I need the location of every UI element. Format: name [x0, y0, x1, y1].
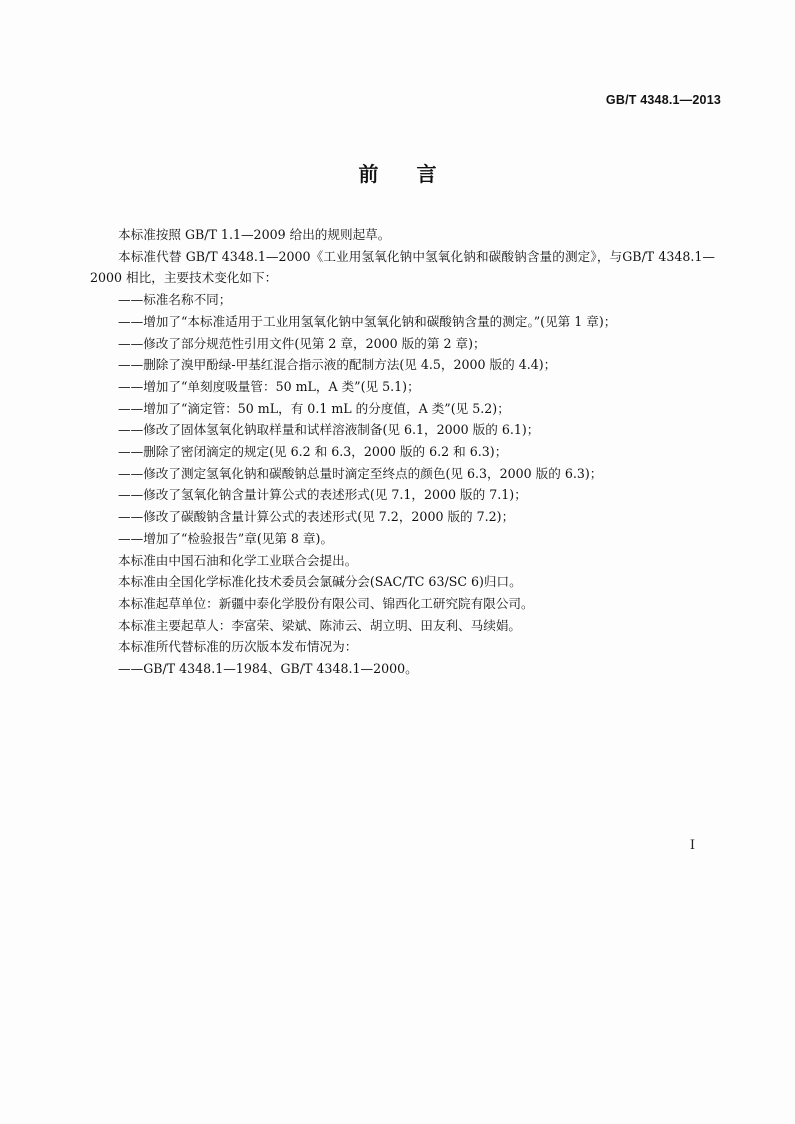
list-item: ——修改了碳酸钠含量计算公式的表述形式(见 7.2，2000 版的 7.2)； — [118, 509, 515, 525]
list-item-history: ——GB/T 4348.1—1984、GB/T 4348.1—2000。 — [118, 661, 418, 677]
page-number: I — [689, 838, 695, 853]
list-item: ——增加了“滴定管：50 mL，有 0.1 mL 的分度值，A 类”(见 5.2)； — [118, 400, 510, 416]
paragraph-drafting-units: 本标准起草单位：新疆中泰化学股份有限公司、锦西化工研究院有限公司。 — [118, 595, 534, 611]
paragraph-drafters: 本标准主要起草人：李富荣、梁斌、陈沛云、胡立明、田友利、马续娟。 — [118, 617, 521, 633]
paragraph-replacement: 本标准代替 GB/T 4348.1—2000《工业用氢氧化钠中氢氧化钠和碳酸钠含量的测定》，与GB/T 4348.1—2000 相比，主要技术变化如下： — [90, 248, 715, 286]
paragraph-drafting-rules: 本标准按照 GB/T 1.1—2009 给出的规则起草。 — [118, 227, 391, 242]
list-item: ——增加了“检验报告”章(见第 8 章)。 — [118, 530, 334, 546]
list-item: ——修改了部分规范性引用文件(见第 2 章，2000 版的第 2 章)； — [118, 335, 486, 351]
list-item: ——修改了固体氢氧化钠取样量和试样溶液制备(见 6.1，2000 版的 6.1)； — [118, 422, 540, 438]
paragraph-proposed-by: 本标准由中国石油和化学工业联合会提出。 — [118, 552, 358, 568]
list-item: ——删除了溴甲酚绿-甲基红混合指示液的配制方法(见 4.5，2000 版的 4.4)； — [118, 357, 557, 373]
standard-code: GB/T 4348.1—2013 — [605, 93, 721, 107]
changes-list — [90, 289, 715, 549]
paragraph-history-intro: 本标准所代替标准的历次版本发布情况为： — [118, 639, 358, 655]
list-item: ——删除了密闭滴定的规定(见 6.2 和 6.3，2000 版的 6.2 和 6.3)； — [118, 444, 508, 460]
page-title: 前言 — [358, 162, 475, 186]
paragraph-managed-by: 本标准由全国化学标准化技术委员会氯碱分会(SAC/TC 63/SC 6)归口。 — [118, 574, 522, 590]
foreword-body — [90, 224, 715, 680]
list-item: ——修改了氢氧化钠含量计算公式的表述形式(见 7.1，2000 版的 7.1)； — [118, 487, 527, 503]
list-item: ——标准名称不同； — [118, 292, 232, 308]
list-item: ——修改了测定氢氧化钠和碳酸钠总量时滴定至终点的颜色(见 6.3，2000 版的 6.3)； — [118, 465, 603, 481]
list-item: ——增加了“本标准适用于工业用氢氧化钠中氢氧化钠和碳酸钠含量的测定。”(见第 1 章)； — [118, 313, 617, 329]
list-item: ——增加了“单刻度吸量管：50 mL，A 类”(见 5.1)； — [118, 378, 420, 394]
